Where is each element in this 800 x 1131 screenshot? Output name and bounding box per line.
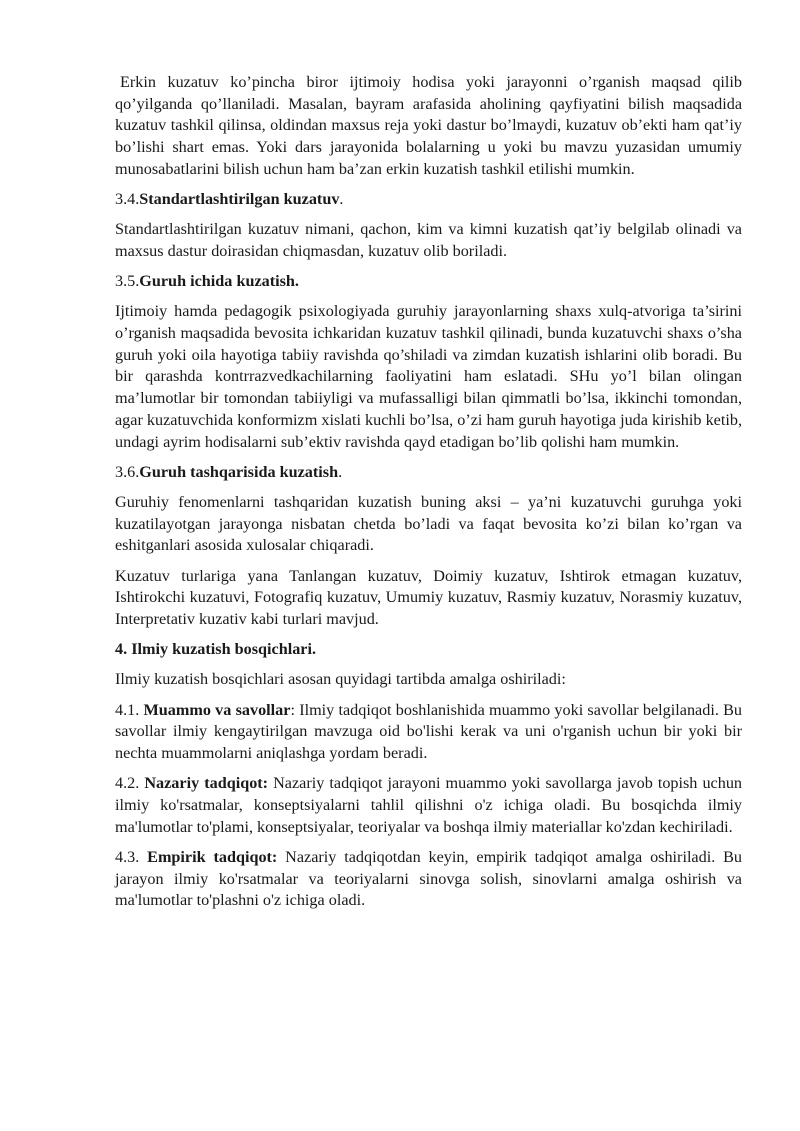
section-title: Guruh tashqarisida kuzatish (139, 462, 339, 481)
section-number: 3.4. (115, 190, 140, 209)
document-page (115, 72, 742, 920)
step-text: Nazariy tadqiqotdan keyin, empirik tadqiqot amalga oshiriladi. Bu jarayon ilmiy ko'rsatmalar va teoriyalarni sinovga solish, sinovlarni amalga oshirish va ma'lumotlar to'plashni o'z ichiga oladi. (115, 847, 742, 910)
section-heading-4 (115, 639, 742, 661)
step-title: Muammo va savollar (143, 700, 291, 719)
section-title: 4. Ilmiy kuzatish bosqichlari. (115, 640, 317, 659)
step-4-2 (115, 773, 742, 838)
section-number: 3.6. (115, 462, 140, 481)
step-text: : Ilmiy tadqiqot boshlanishida muammo yoki savollar belgilanadi. Bu savollar ilmiy kengaytirilgan mavzuga oid bo'lishi kerak va uni o'rganish uchun bir yoki bir nechta muammolarni aniqlashga yordam beradi. (115, 700, 742, 762)
section-heading-3-5 (115, 271, 742, 293)
paragraph-free-observation: Erkin kuzatuv ko’pincha biror ijtimoiy hodisa yoki jarayonni o’rganish maqsad qilib qo’yilganda qo’llaniladi. Masalan, bayram arafasida aholining qayfiyatini bilish maqsadida kuzatuv tashkil qilinsa, oldindan maxsus reja yoki dastur bo’lmaydi, kuzatuv ob’ekti ham qat’iy bo’lishi shart emas. Yoki dars jarayonida bolalarning u yoki bu mavzu yuzasidan umumiy munosabatlarini bilish uchun ham ba’zan erkin kuzatish tashkil etilishi mumkin. (115, 73, 742, 178)
section-heading-3-4 (115, 189, 742, 211)
step-4-1 (115, 700, 742, 765)
section-heading-3-6 (115, 462, 742, 484)
section-number: 3.5. (115, 272, 140, 291)
step-4-3 (115, 847, 742, 912)
section-title-dot: . (338, 462, 343, 481)
paragraph-in-group-observation: Ijtimoiy hamda pedagogik psixologiyada guruhiy jarayonlarning shaxs xulq-atvoriga ta’sirini o’rganish maqsadida bevosita ichkaridan kuzatuv tashkil qilinadi, bunda kuzatuvchi shaxs o’sha guruh yoki oila hayotiga tabiiy ravishda qo’shiladi va zimdan kuzatish ishlarini olib boradi. Bu bir qarashda kontrrazvedkachilarning faoliyatini ham eslatadi. SHu yo’l bilan olingan ma’lumotlar bir tomondan tabiiyligi va mufassalligi bilan qimmatli bo’lsa, ikkinchi tomondan, agar kuzatuvchida konformizm xislati kuchli bo’lsa, o’zi ham guruh hayotiga juda kirishib ketib, undagi ayrim hodisalarni sub’ektiv ravishda qayd etadigan bo’lib qolishi ham mumkin. (115, 302, 742, 451)
step-title: Empirik tadqiqot: (147, 847, 278, 866)
step-number: 4.2. (115, 774, 145, 793)
paragraph-outside-group-observation: Guruhiy fenomenlarni tashqaridan kuzatish buning aksi – ya’ni kuzatuvchi guruhga yoki kuzatilayotgan jarayonga nisbatan chetda bo’ladi va faqat bevosita ko’zi bilan ko’rgan va eshitganlari asosida xulosalar chiqaradi. (115, 492, 742, 555)
paragraph-standardized-observation: Standartlashtirilgan kuzatuv nimani, qachon, kim va kimni kuzatish qat’iy belgilab olinadi va maxsus dastur doirasidan chiqmasdan, kuzatuv olib boriladi. (115, 220, 742, 260)
step-title: Nazariy tadqiqot: (144, 774, 269, 793)
step-text: Nazariy tadqiqot jarayoni muammo yoki savollarga javob topish uchun ilmiy ko'rsatmalar, konseptsiyalarni tahlil qilishni o'z ichiga oladi. Bu bosqichda ilmiy ma'lumotlar to'plami, konseptsiyalar, teoriyalar va boshqa ilmiy materiallar ko'zdan kechiriladi. (115, 774, 743, 836)
section-title-dot: . (339, 190, 344, 209)
paragraph-stages-intro: Ilmiy kuzatish bosqichlari asosan quyidagi tartibda amalga oshiriladi: (115, 670, 566, 689)
paragraph-observation-types: Kuzatuv turlariga yana Tanlangan kuzatuv, Doimiy kuzatuv, Ishtirok etmagan kuzatuv, Ishtirokchi kuzatuvi, Fotografiq kuzatuv, Umumiy kuzatuv, Rasmiy kuzatuv, Norasmiy kuzatuv, Interpretativ kuzativ kabi turlari mavjud. (115, 566, 742, 628)
step-number: 4.1. (115, 700, 144, 719)
section-title: Guruh ichida kuzatish. (139, 272, 299, 291)
step-number: 4.3. (115, 847, 148, 866)
section-title: Standartlashtirilgan kuzatuv (139, 190, 340, 209)
